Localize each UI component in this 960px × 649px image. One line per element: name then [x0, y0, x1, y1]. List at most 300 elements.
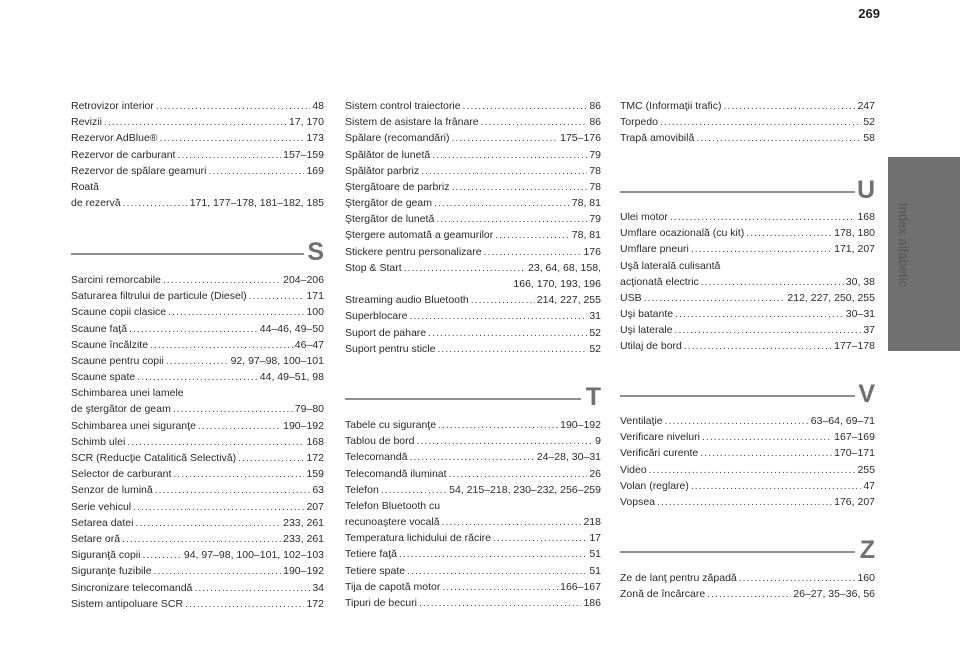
entry-pages: 172 [306, 452, 324, 465]
entry-term: Volan (reglare) [620, 479, 689, 492]
entry-term: acţionată electric [620, 275, 699, 288]
entry-pages: 86 [589, 116, 601, 129]
index-entry [345, 325, 601, 341]
index-entry [71, 466, 324, 482]
dot-leader [198, 418, 281, 434]
entry-term: USB [620, 291, 642, 304]
entry-term: Schimbarea unei siguranţe [71, 419, 196, 432]
index-entry [71, 321, 324, 337]
entry-pages: 176, 207 [834, 495, 875, 508]
dot-leader [160, 130, 305, 146]
entry-pages: 23, 64, 68, 158, [528, 261, 601, 274]
index-entry [345, 147, 601, 163]
entry-term: Tetiere faţă [345, 548, 397, 561]
entry-pages: 52 [589, 342, 601, 355]
entry-pages: 247 [857, 99, 875, 112]
index-entry [620, 445, 875, 461]
entry-term: Ştergător de lunetă [345, 213, 435, 226]
index-entry [620, 241, 875, 257]
index-entry [71, 304, 324, 320]
dot-leader [404, 260, 526, 276]
side-tab-label: Index alfabetic [896, 203, 911, 287]
index-entry [71, 337, 324, 353]
entry-term: Spălător parbriz [345, 164, 420, 177]
dot-leader [442, 579, 558, 595]
entry-term: Umflare pneuri [620, 243, 689, 256]
entry-term: Rezervor AdBlue® [71, 132, 158, 145]
entry-term: Trapă amovibilă [620, 132, 695, 145]
index-entry [71, 163, 324, 179]
entry-term: Telecomandă [345, 451, 408, 464]
dot-leader [649, 462, 856, 478]
entry-pages: 173 [306, 132, 324, 145]
entry-term: Siguranţe fuzibile [71, 565, 152, 578]
index-entry [620, 225, 875, 241]
entry-list [71, 272, 324, 612]
entry-term: Schimb ulei [71, 435, 126, 448]
index-entry [71, 563, 324, 579]
entry-list [620, 98, 875, 147]
entry-pages: 100 [306, 306, 324, 319]
dot-leader [684, 338, 832, 354]
index-entry [620, 209, 875, 225]
entry-pages: 207 [306, 500, 324, 513]
dot-leader [434, 195, 570, 211]
entry-term: Uşi batante [620, 308, 674, 321]
index-entry [620, 114, 875, 130]
entry-pages: 159 [306, 468, 324, 481]
entry-pages: 233, 261 [283, 532, 324, 545]
dot-leader [451, 130, 558, 146]
entry-term: Ştergător de geam [345, 197, 432, 210]
index-entry [71, 288, 324, 304]
entry-term: Temperatura lichidului de răcire [345, 532, 491, 545]
dot-leader [449, 466, 588, 482]
entry-pages: 48 [312, 99, 324, 112]
dot-leader [484, 244, 582, 260]
index-entry [620, 306, 875, 322]
dot-leader [137, 369, 258, 385]
entry-pages: 79–80 [294, 403, 324, 416]
entry-term: Scaune spate [71, 371, 136, 384]
index-entry [71, 195, 324, 211]
index-entry [620, 586, 875, 602]
dot-leader [495, 227, 570, 243]
entry-term: Torpedo [620, 116, 658, 129]
entry-pages: 58 [863, 132, 875, 145]
dot-leader [416, 433, 593, 449]
index-entry [620, 462, 875, 478]
index-entry [620, 322, 875, 338]
entry-term: Sarcini remorcabile [71, 273, 161, 286]
entry-pages: 78, 81 [571, 229, 601, 242]
entry-pages: 51 [589, 548, 601, 561]
index-entry [620, 478, 875, 494]
index-entry [71, 580, 324, 596]
dot-leader [700, 445, 832, 461]
index-entry [620, 290, 875, 306]
entry-term: Verificări curente [620, 447, 699, 460]
entry-term: Uşi laterale [620, 324, 673, 337]
dot-leader [432, 147, 587, 163]
index-entry [345, 228, 601, 244]
entry-list [345, 417, 601, 611]
index-entry [345, 308, 601, 324]
dot-leader [739, 570, 856, 586]
index-entry [71, 515, 324, 531]
index-entry [620, 570, 875, 586]
dot-leader [155, 482, 311, 498]
dot-leader [707, 586, 791, 602]
entry-term: Video [620, 463, 647, 476]
index-entry [71, 98, 324, 114]
entry-term: Ştergere automată a geamurilor [345, 229, 494, 242]
entry-term: Ştergătoare de parbriz [345, 180, 450, 193]
entry-term: Stickere pentru personalizare [345, 245, 482, 258]
entry-pages: 166–167 [560, 580, 601, 593]
index-entry [345, 449, 601, 465]
dot-leader [173, 401, 293, 417]
index-entry [345, 163, 601, 179]
index-entry [345, 260, 601, 276]
dot-leader [660, 114, 861, 130]
entry-pages: 167–169 [834, 431, 875, 444]
dot-leader [657, 494, 832, 510]
index-entry [71, 482, 324, 498]
dot-leader [471, 292, 535, 308]
entry-term: Tabele cu siguranţe [345, 418, 437, 431]
entry-term: Serie vehicul [71, 500, 132, 513]
dot-leader [701, 274, 844, 290]
entry-pages: 47 [863, 479, 875, 492]
entry-pages: 178, 180 [834, 227, 875, 240]
section-letter-t: T [585, 383, 601, 411]
index-entry [345, 417, 601, 433]
entry-list [620, 413, 875, 510]
dot-leader [437, 341, 587, 357]
entry-pages: 52 [589, 326, 601, 339]
index-entry [71, 272, 324, 288]
dot-leader [436, 211, 587, 227]
dot-leader [428, 325, 587, 341]
section-letter-z: Z [859, 536, 875, 564]
entry-pages: 190–192 [560, 418, 601, 431]
dot-leader [481, 114, 588, 130]
entry-term: Umflare ocazională (cu kit) [620, 227, 745, 240]
dot-leader [746, 225, 832, 241]
index-entry [71, 369, 324, 385]
entry-pages: 79 [589, 148, 601, 161]
index-entry [71, 499, 324, 515]
dot-leader [463, 98, 588, 114]
entry-term: de ştergător de geam [71, 403, 171, 416]
entry-pages: 169 [306, 164, 324, 177]
entry-pages: 255 [857, 463, 875, 476]
entry-term: Superblocare [345, 310, 408, 323]
entry-pages: 157–159 [283, 148, 324, 161]
index-entry [345, 514, 601, 530]
entry-list [620, 570, 875, 602]
dot-leader [381, 482, 447, 498]
entry-pages: 172 [306, 597, 324, 610]
entry-pages: 46–47 [294, 338, 324, 351]
dot-leader [127, 434, 304, 450]
dot-leader [421, 163, 587, 179]
index-entry [620, 130, 875, 146]
entry-pages: 168 [306, 435, 324, 448]
entry-pages: 218 [583, 516, 601, 529]
entry-pages: 52 [863, 116, 875, 129]
entry-pages: 170–171 [834, 447, 875, 460]
dot-leader [166, 353, 229, 369]
dot-leader [133, 499, 304, 515]
index-entry [620, 258, 875, 274]
entry-pages: 233, 261 [283, 516, 324, 529]
entry-list [71, 98, 324, 211]
entry-list [345, 98, 601, 357]
dot-leader [177, 147, 281, 163]
dot-leader [407, 563, 587, 579]
entry-pages: 214, 227, 255 [536, 294, 601, 307]
index-entry [345, 179, 601, 195]
index-entry [345, 211, 601, 227]
dot-leader [154, 563, 282, 579]
index-entry [71, 130, 324, 146]
dot-leader [168, 304, 304, 320]
dot-leader [150, 337, 293, 353]
entry-term: Tija de capotă motor [345, 580, 441, 593]
entry-term: Sincronizare telecomandă [71, 581, 193, 594]
index-entry [71, 450, 324, 466]
entry-term: Rezervor de spălare geamuri [71, 164, 207, 177]
entry-term: Streaming audio Bluetooth [345, 294, 469, 307]
entry-term: Setare oră [71, 532, 121, 545]
index-entry [345, 466, 601, 482]
entry-pages: 26–27, 35–36, 56 [793, 588, 875, 601]
index-entry [345, 579, 601, 595]
section-rule [620, 551, 855, 553]
entry-term: Telecomandă iluminat [345, 467, 447, 480]
index-entry [345, 563, 601, 579]
dot-leader [691, 478, 861, 494]
entry-term: Verificare niveluri [620, 431, 700, 444]
entry-term: Rezervor de carburant [71, 148, 176, 161]
section-rule [620, 395, 855, 397]
entry-pages: 171, 207 [834, 243, 875, 256]
entry-pages: 34 [312, 581, 324, 594]
dot-leader [409, 308, 587, 324]
entry-term: recunoaştere vocală [345, 516, 440, 529]
entry-pages: 212, 227, 250, 255 [787, 291, 875, 304]
index-entry [345, 433, 601, 449]
entry-pages: 44, 49–51, 98 [259, 371, 324, 384]
index-entry [71, 434, 324, 450]
index-entry [71, 531, 324, 547]
entry-pages: 92, 97–98, 100–101 [230, 354, 324, 367]
entry-term: Zonă de încărcare [620, 588, 706, 601]
dot-leader [442, 514, 582, 530]
entry-term: Selector de carburant [71, 468, 172, 481]
entry-pages: 17, 170 [288, 116, 324, 129]
entry-pages: 9 [595, 435, 601, 448]
index-entry [620, 413, 875, 429]
dot-leader [129, 321, 258, 337]
index-entry [345, 195, 601, 211]
dot-leader [438, 417, 558, 433]
entry-term: Telefon [345, 483, 379, 496]
entry-term: Tetiere spate [345, 564, 406, 577]
entry-term: Spălare (recomandări) [345, 132, 450, 145]
entry-pages: 86 [589, 99, 601, 112]
entry-term: Sistem antipoluare SCR [71, 597, 184, 610]
entry-term: Scaune pentru copii [71, 354, 164, 367]
index-entry [345, 498, 601, 514]
index-entry [71, 353, 324, 369]
entry-pages: 177–178 [834, 340, 875, 353]
section-letter-s: S [307, 238, 324, 266]
entry-term: Vopsea [620, 495, 656, 508]
dot-leader [238, 450, 304, 466]
dot-leader [135, 515, 281, 531]
index-entry [345, 130, 601, 146]
entry-pages: 78, 81 [571, 197, 601, 210]
index-entry [71, 596, 324, 612]
entry-term: Scaune faţă [71, 322, 128, 335]
entry-term: Suport de pahare [345, 326, 427, 339]
entry-pages: 204–206 [283, 273, 324, 286]
entry-pages: 79 [589, 213, 601, 226]
dot-leader [208, 163, 304, 179]
index-entry [345, 114, 601, 130]
entry-pages: 175–176 [560, 132, 601, 145]
entry-pages: 171 [306, 290, 324, 303]
entry-pages: 63–64, 69–71 [810, 414, 875, 427]
entry-pages: 168 [857, 210, 875, 223]
section-rule [620, 191, 855, 193]
entry-term: Telefon Bluetooth cu [345, 499, 441, 512]
entry-term: Suport pentru sticle [345, 342, 436, 355]
dot-leader [451, 179, 587, 195]
index-entry [71, 385, 324, 401]
dot-leader [691, 241, 832, 257]
dot-leader [142, 547, 181, 563]
entry-pages: 31 [589, 310, 601, 323]
dot-leader [419, 595, 581, 611]
entry-list [620, 209, 875, 355]
entry-term: Ulei motor [620, 210, 668, 223]
entry-term: Ze de lanţ pentru zăpadă [620, 571, 737, 584]
index-entry [345, 276, 601, 292]
entry-pages: 30, 38 [845, 275, 875, 288]
entry-term: Schimbarea unei lamele [71, 387, 184, 400]
index-entry [620, 339, 875, 355]
entry-term: Setarea datei [71, 516, 134, 529]
entry-pages: 94, 97–98, 100–101, 102–103 [183, 549, 324, 562]
entry-term: Retrovizor interior [71, 99, 154, 112]
entry-term: TMC (Informaţii trafic) [620, 99, 722, 112]
entry-pages: 37 [863, 324, 875, 337]
dot-leader [665, 413, 809, 429]
entry-term: Tablou de bord [345, 435, 415, 448]
entry-pages: 78 [589, 180, 601, 193]
dot-leader [696, 130, 861, 146]
entry-term: Stop & Start [345, 261, 402, 274]
entry-term: Siguranţă copii [71, 549, 141, 562]
index-entry [620, 98, 875, 114]
dot-leader [644, 290, 786, 306]
index-entry [71, 114, 324, 130]
index-entry [620, 274, 875, 290]
dot-leader [185, 596, 304, 612]
entry-term: Sistem de asistare la frânare [345, 116, 479, 129]
dot-leader [163, 272, 281, 288]
index-entry [620, 429, 875, 445]
entry-term: Spălător de lunetă [345, 148, 431, 161]
entry-term: Uşă laterală culisantă [620, 259, 721, 272]
index-entry [345, 244, 601, 260]
entry-pages: 171, 177–178, 181–182, 185 [189, 197, 324, 210]
index-entry [620, 494, 875, 510]
dot-leader [702, 429, 832, 445]
entry-pages: 44–46, 49–50 [259, 322, 324, 335]
entry-pages: 63 [312, 484, 324, 497]
entry-pages: 176 [583, 245, 601, 258]
entry-pages: 160 [857, 571, 875, 584]
dot-leader [249, 288, 305, 304]
entry-pages: 78 [589, 164, 601, 177]
dot-leader [724, 98, 856, 114]
index-entry [71, 547, 324, 563]
entry-term: Scaune copii clasice [71, 306, 167, 319]
entry-pages: 54, 215–218, 230–232, 256–259 [449, 483, 601, 496]
dot-leader [409, 449, 534, 465]
entry-pages: 24–28, 30–31 [536, 451, 601, 464]
entry-pages: 51 [589, 564, 601, 577]
page-number: 269 [858, 6, 880, 21]
index-entry [345, 98, 601, 114]
index-entry [345, 292, 601, 308]
entry-term: Revizii [71, 116, 102, 129]
dot-leader [122, 531, 281, 547]
entry-pages: 190–192 [283, 419, 324, 432]
dot-leader [156, 98, 310, 114]
index-entry [345, 482, 601, 498]
entry-term: de rezervă [71, 197, 121, 210]
entry-pages: 30–31 [845, 308, 875, 321]
section-rule [71, 253, 304, 255]
entry-term: Tipuri de becuri [345, 597, 417, 610]
entry-pages: 186 [583, 597, 601, 610]
entry-term: Saturarea filtrului de particule (Diesel) [71, 290, 247, 303]
index-entry [345, 547, 601, 563]
entry-pages: 17 [589, 532, 601, 545]
entry-term: SCR (Reducţie Catalitică Selectivă) [71, 452, 237, 465]
dot-leader [194, 580, 310, 596]
entry-term: Sistem control traiectorie [345, 99, 461, 112]
entry-term: Roată [71, 180, 100, 193]
entry-term: Utilaj de bord [620, 340, 682, 353]
dot-leader [675, 306, 844, 322]
entry-term: Scaune încălzite [71, 338, 149, 351]
index-entry [345, 595, 601, 611]
dot-leader [173, 466, 304, 482]
dot-leader [104, 114, 287, 130]
index-entry [345, 341, 601, 357]
index-entry [71, 147, 324, 163]
entry-term: Senzor de lumină [71, 484, 153, 497]
index-entry [345, 530, 601, 546]
dot-leader [670, 209, 856, 225]
